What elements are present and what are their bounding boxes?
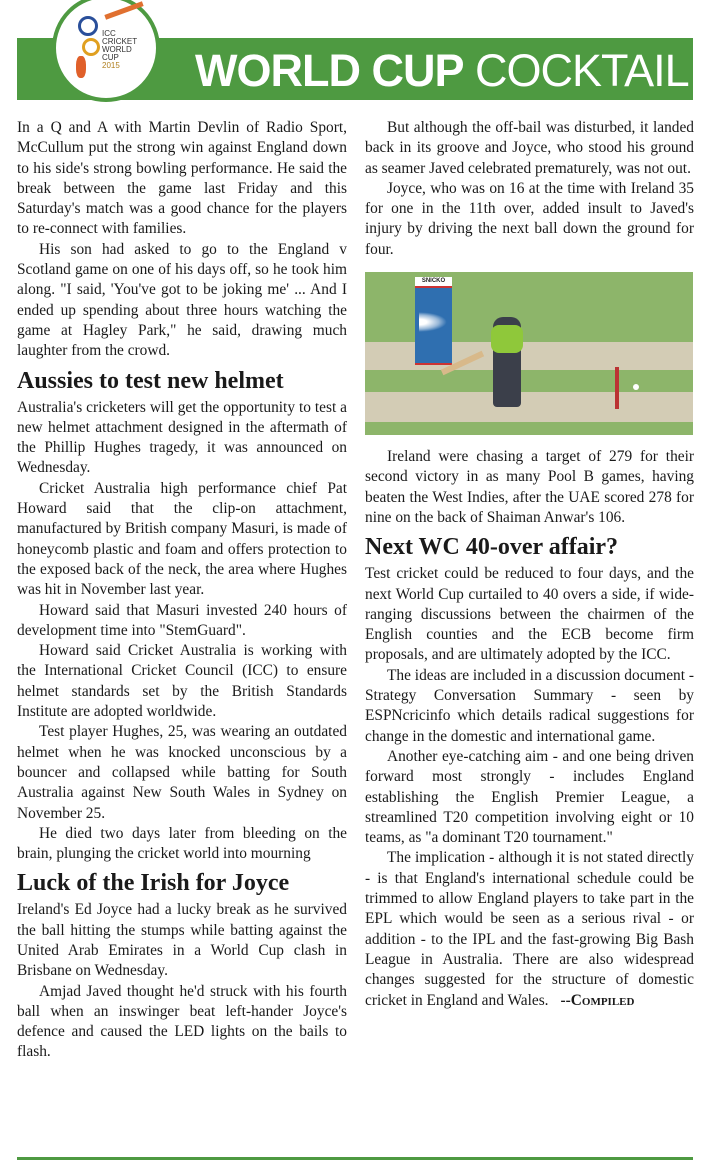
- paragraph: Cricket Australia high performance chief Pat Howard said that the clip-on attachment, manufactured by British company Masuri, is made of honeycomb plastic and foam and offers protection to the exposed back of the neck, the area where Hughes was hit in November last year.: [17, 479, 347, 599]
- logo-text: CRICKET: [102, 37, 138, 46]
- snicko-label: SNICKO: [415, 277, 452, 288]
- snicko-graphic: [415, 277, 452, 365]
- paragraph: The ideas are included in a discussion document - Strategy Conversation Summary - seen by ESPNcricinfo which details radical suggestions for change in the domestic and international game.: [365, 666, 694, 745]
- section-heading: Next WC 40-over affair?: [365, 534, 619, 561]
- cricket-photo: [365, 272, 693, 435]
- paragraph: The implication - although it is not stated directly - is that England's international schedule could be trimmed to allow England players to take part in the EPL which would be seen as a serious rival - or addition - to the IPL and the fast-growing Big Bash League in Australia. There are also widespread changes suggested for the structure of domestic cricket in England and Wales.: [365, 849, 694, 1009]
- page-title: [195, 40, 689, 100]
- section-heading: Luck of the Irish for Joyce: [17, 870, 290, 897]
- credit-line: --Compiled: [560, 991, 635, 1009]
- paragraph: Test cricket could be reduced to four days, and the next World Cup curtailed to 40 overs a side, if wide-ranging discussions between the chairmen of the English counties and the ECB become firm proposals, and are ultimately adopted by the ICC.: [365, 565, 694, 664]
- paragraph: His son had asked to go to the England v Scotland game on one of his days off, so he took him along. "I said, 'You've got to be joking me' ... And I ended up spending about three hours watching the game at Hagley Park," he said, drawing much laughter from the crowd.: [17, 240, 347, 360]
- logo-text: CUP: [102, 53, 119, 62]
- logo-text: WORLD: [102, 45, 132, 54]
- right-column: [365, 118, 694, 1011]
- paragraph: Test player Hughes, 25, was wearing an outdated helmet when he was knocked unconscious by a bouncer and collapsed while batting for South Australia against New South Wales in Sydney on November 25.: [17, 723, 347, 822]
- paragraph: But although the off-bail was disturbed, it landed back in its groove and Joyce, who stood his ground as seamer Javed celebrated prematurely, was not out.: [365, 119, 694, 177]
- bottom-divider: [17, 1157, 693, 1160]
- logo-text: 2015: [102, 61, 120, 70]
- paragraph: Howard said Cricket Australia is working with the International Cricket Council (ICC) to ensure helmet standards set by the British Standards Institute are adopted worldwide.: [17, 642, 347, 721]
- paragraph: In a Q and A with Martin Devlin of Radio Sport, McCullum put the strong win against England down to his side's strong bowling performance. He said the break between the game last Friday and this Saturday's match was a good chance for the players to re-connect with families.: [17, 119, 347, 238]
- paragraph: Ireland were chasing a target of 279 for their second victory in as many Pool B games, having beaten the West Indies, after the UAE scored 278 for nine on the back of Shaiman Anwar's 106.: [365, 448, 694, 526]
- paragraph: Joyce, who was on 16 at the time with Ireland 35 for one in the 11th over, added insult to Javed's injury by driving the next ball down the ground for four.: [365, 179, 694, 258]
- paragraph: Amjad Javed thought he'd struck with his fourth ball when an inswinger beat left-hander Joyce's defence and caused the LED lights on the bails to flash.: [17, 982, 347, 1061]
- paragraph: Australia's cricketers will get the opportunity to test a new helmet attachment designed in the aftermath of the Phillip Hughes tragedy, it was announced on Wednesday.: [17, 398, 347, 477]
- paragraph: Another eye-catching aim - and one being driven forward most strongly - includes England establishing the English Premier League, a streamlined T20 competition involving eight or 10 teams, as "a dominant T20 tournament.": [365, 747, 694, 847]
- paragraph: He died two days later from bleeding on the brain, plunging the cricket world into mourning: [17, 824, 347, 863]
- title-bold: WORLD CUP: [195, 45, 464, 96]
- logo-text: ICC: [102, 29, 116, 38]
- paragraph: Howard said that Masuri invested 240 hours of development time into "StemGuard".: [17, 601, 347, 639]
- title-light: COCKTAIL: [475, 45, 689, 96]
- section-heading: Aussies to test new helmet: [17, 367, 284, 394]
- paragraph: Ireland's Ed Joyce had a lucky break as he survived the ball hitting the stumps while batting against the United Arab Emirates in a World Cup clash in Brisbane on Wednesday.: [17, 901, 347, 980]
- left-column: [17, 118, 347, 1063]
